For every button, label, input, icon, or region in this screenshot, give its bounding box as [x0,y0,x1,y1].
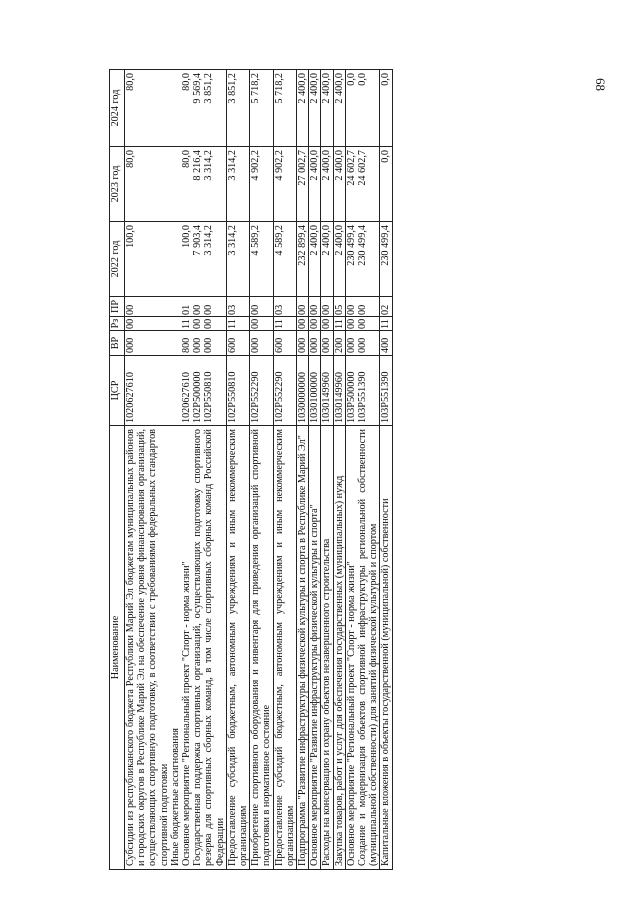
row-name: Основное мероприятие "Региональный проект "Спорт - норма жизни" Создание и модернизация объектов спортивной инфраструктуры региональной собственности (муниципальной собственности) для занятий физической культурой и спортом [345,426,380,870]
row-2023: 4 902,2 [273,147,296,222]
row-2022: 2 400,0 [333,222,345,297]
row-name: Подпрограмма "Развитие инфраструктуры физической культуры и спорта в Республике Марий Эл" [297,426,309,870]
table-row [297,70,309,870]
col-header-rz: Рз [110,317,125,331]
row-pr: 03 [226,297,249,317]
row-2022: 3 314,2 [226,222,249,297]
row-2024: 2 400,0 [309,70,321,147]
table-row [345,70,380,870]
row-pr: 00 [321,297,333,317]
row-2022: 2 400,0 [309,222,321,297]
row-vr: 000 [297,331,309,356]
table-row [250,70,273,870]
col-header-vr: ВР [110,331,125,356]
row-2024: 2 400,0 [333,70,345,147]
row-2022: 230 499,4 230 499,4 [345,222,380,297]
row-2024: 2 400,0 [297,70,309,147]
row-pr: 00 [250,297,273,317]
row-2024: 5 718,2 [273,70,296,147]
row-vr: 200 [333,331,345,356]
row-2024: 2 400,0 [321,70,333,147]
col-header-2023: 2023 год [110,147,125,222]
col-header-2024: 2024 год [110,70,125,147]
table-row [333,70,345,870]
table-row [273,70,296,870]
row-2023: 3 314,2 [226,147,249,222]
row-2022: 230 499,4 [380,222,392,297]
row-pr: 00 [309,297,321,317]
row-2023: 80,0 80,0 8 216,4 3 314,2 [125,147,227,222]
row-vr: 000 [309,331,321,356]
row-pr: 00 01 00 00 [125,297,227,317]
row-2024: 5 718,2 [250,70,273,147]
row-2024: 80,0 80,0 9 569,4 3 851,2 [125,70,227,147]
row-2023: 0,0 [380,147,392,222]
row-2023: 27 002,7 [297,147,309,222]
row-name: Расходы на консервацию и охрану объектов незавершенного строительства [321,426,333,870]
row-name: Предоставление субсидий бюджетным, автономным учреждениям и иным некоммерческим организациям [273,426,296,870]
row-2024: 0,0 [380,70,392,147]
row-csr: 1030149960 [321,356,333,426]
row-vr: 000 [321,331,333,356]
row-vr: 000 000 [345,331,380,356]
row-vr: 600 [226,331,249,356]
row-rz: 11 [333,317,345,331]
row-2024: 3 851,2 [226,70,249,147]
row-2022: 2 400,0 [321,222,333,297]
row-csr: 102P552290 [273,356,296,426]
row-2023: 2 400,0 [309,147,321,222]
row-rz: 00 00 [345,317,380,331]
row-rz: 00 [250,317,273,331]
row-rz: 00 [321,317,333,331]
row-rz: 00 [309,317,321,331]
row-name: Основное мероприятие "Развитие инфраструктуры физической культуры и спорта" [309,426,321,870]
row-2022: 4 589,2 [273,222,296,297]
col-header-csr: ЦСР [110,356,125,426]
row-csr: 1030149960 [333,356,345,426]
row-csr: 1020627610 1020627610 102P500000 102P550810 [125,356,227,426]
row-vr: 000 800 000 000 [125,331,227,356]
row-rz: 11 [380,317,392,331]
row-pr: 00 [297,297,309,317]
row-name: Приобретение спортивного оборудования и инвентаря для приведения организаций спортивной подготовки в нормативное состояние [250,426,273,870]
table-row [226,70,249,870]
row-csr: 102P552290 [250,356,273,426]
row-2023: 24 602,7 24 602,7 [345,147,380,222]
table-row [309,70,321,870]
col-header-name: Наименование [110,426,125,870]
row-pr: 00 00 [345,297,380,317]
table-row [321,70,333,870]
row-rz: 11 [226,317,249,331]
row-vr: 400 [380,331,392,356]
row-csr: 103P551390 [380,356,392,426]
row-name: Субсидии из республиканского бюджета Республики Марий Эл бюджетам муниципальных районов и городских округов в Республике Марий Эл на обеспечение уровня финансирования организаций, осуществляющих спортивную подготовку, в соответствии с требованиями федеральных стандартов спортивной подготовки Иные бюджетные ассигнования Основное мероприятие "Региональный проект "Спорт - норма жизни" Государственная поддержка спортивных организаций, осуществляющих подготовку спортивного резерва для спортивных сборных команд, в том числе спортивных сборных команд Российской Федерации [125,426,227,870]
table-header-row [110,70,125,870]
row-csr: 103P500000 103P551390 [345,356,380,426]
row-2023: 2 400,0 [333,147,345,222]
table-row [380,70,392,870]
row-rz: 11 [273,317,296,331]
row-2022: 100,0 100,0 7 903,4 3 314,2 [125,222,227,297]
row-rz: 00 11 00 00 [125,317,227,331]
row-pr: 02 [380,297,392,317]
table-row [125,70,227,870]
row-pr: 03 [273,297,296,317]
col-header-pr: ПР [110,297,125,317]
row-name: Закупка товаров, работ и услуг для обеспечения государственных (муниципальных) нужд [333,426,345,870]
row-vr: 600 [273,331,296,356]
row-csr: 1030100000 [309,356,321,426]
row-2024: 0,0 0,0 [345,70,380,147]
row-csr: 102P550810 [226,356,249,426]
row-2022: 4 589,2 [250,222,273,297]
row-vr: 000 [250,331,273,356]
row-name: Капитальные вложения в объекты государственной (муниципальной) собственности [380,426,392,870]
col-header-2022: 2022 год [110,222,125,297]
row-pr: 05 [333,297,345,317]
row-2023: 4 902,2 [250,147,273,222]
rotated-page-content [109,70,569,870]
row-2022: 232 899,4 [297,222,309,297]
row-2023: 2 400,0 [321,147,333,222]
row-csr: 1030000000 [297,356,309,426]
budget-table [109,69,393,870]
page-number: 68 [593,78,608,91]
row-name: Предоставление субсидий бюджетным, автономным учреждениям и иным некоммерческим организациям [226,426,249,870]
row-rz: 00 [297,317,309,331]
